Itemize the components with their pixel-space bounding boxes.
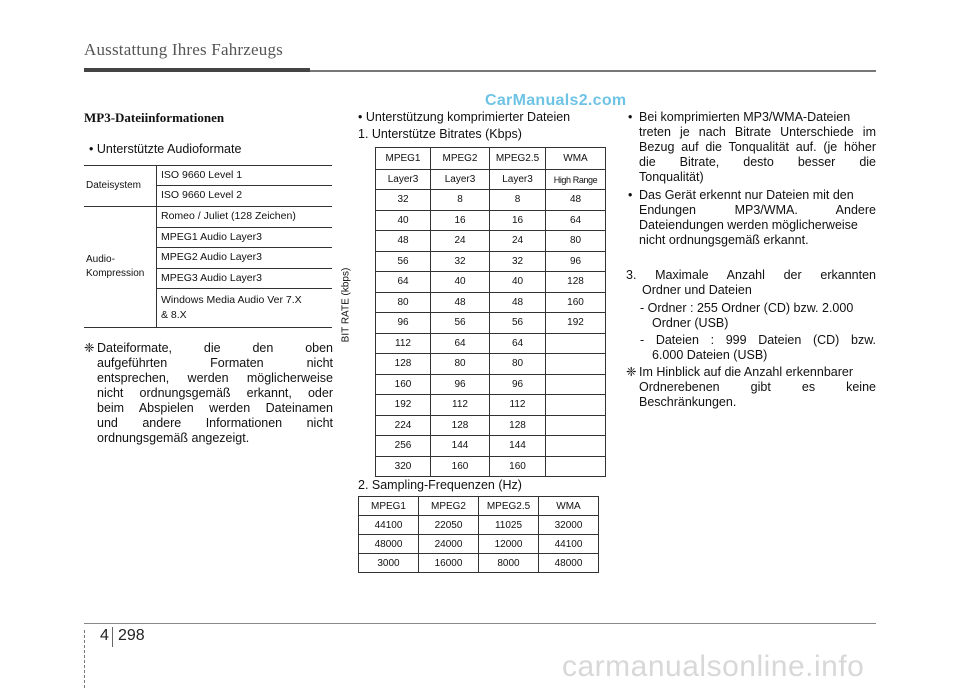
table-row bbox=[376, 210, 606, 231]
format-table-rule bbox=[156, 288, 332, 289]
text-line: nicht ordnungsgemäß erkannt. bbox=[639, 233, 809, 247]
format-table-bottom-rule bbox=[84, 327, 332, 328]
table-cell: 12000 bbox=[479, 535, 539, 554]
format-table-rule bbox=[156, 227, 332, 228]
table-cell: MPEG1 bbox=[359, 497, 419, 516]
note-line: entsprechen, werden möglicherweise bbox=[97, 371, 333, 385]
table-cell bbox=[546, 395, 606, 416]
table-cell bbox=[546, 415, 606, 436]
format-table-divider bbox=[156, 165, 157, 327]
table-cell: 40 bbox=[376, 210, 431, 231]
text-line: Endungen MP3/WMA. Andere bbox=[639, 203, 876, 217]
table-cell: 112 bbox=[376, 333, 431, 354]
table-cell: 40 bbox=[490, 272, 546, 293]
format-item: & 8.X bbox=[161, 309, 187, 321]
format-group-label: Kompression bbox=[86, 268, 145, 279]
table-cell: WMA bbox=[539, 497, 599, 516]
bullet-formats bbox=[89, 142, 241, 157]
table-header-row bbox=[376, 148, 606, 170]
table-cell: 80 bbox=[431, 354, 490, 375]
format-group-label: Dateisystem bbox=[86, 180, 142, 191]
table-cell: 128 bbox=[546, 272, 606, 293]
bullet-dot: • bbox=[628, 188, 633, 202]
note-line: und andere Informationen nicht bbox=[97, 416, 333, 430]
table-cell: 80 bbox=[376, 292, 431, 313]
table-cell: 128 bbox=[376, 354, 431, 375]
table-row bbox=[376, 333, 606, 354]
note-line: Im Hinblick auf die Anzahl erkennbarer bbox=[639, 365, 854, 379]
table-cell: 112 bbox=[490, 395, 546, 416]
table-cell: 3000 bbox=[359, 554, 419, 573]
table-cell: MPEG2 bbox=[431, 148, 490, 170]
table-cell: 160 bbox=[490, 456, 546, 477]
bullet-dot: • bbox=[628, 110, 633, 124]
table-cell: 80 bbox=[490, 354, 546, 375]
note-line: Dateiformate, die den oben bbox=[97, 341, 333, 355]
table-cell: 32000 bbox=[539, 516, 599, 535]
format-table-rule bbox=[156, 247, 332, 248]
table-row bbox=[376, 456, 606, 477]
format-item: Romeo / Juliet (128 Zeichen) bbox=[161, 210, 296, 222]
table-cell: 16 bbox=[431, 210, 490, 231]
table-cell: 256 bbox=[376, 436, 431, 457]
table-cell: 160 bbox=[431, 456, 490, 477]
format-item: MPEG3 Audio Layer3 bbox=[161, 272, 262, 284]
table-header-row bbox=[376, 170, 606, 190]
table-cell: 128 bbox=[431, 415, 490, 436]
table-cell: MPEG2 bbox=[419, 497, 479, 516]
note-symbol: ❈ bbox=[84, 341, 95, 355]
text-line: Bei komprimierten MP3/WMA-Dateien bbox=[639, 110, 851, 124]
table-cell: 144 bbox=[490, 436, 546, 457]
text-line: Tonqualität) bbox=[639, 170, 704, 184]
table-cell: Layer3 bbox=[490, 170, 546, 190]
note-line: beim Abspielen werden Dateinamen bbox=[97, 401, 333, 415]
table-cell: 56 bbox=[431, 313, 490, 334]
format-item: MPEG2 Audio Layer3 bbox=[161, 251, 262, 263]
table-row bbox=[376, 292, 606, 313]
table-cell: 48 bbox=[546, 190, 606, 211]
table-row bbox=[376, 374, 606, 395]
table-cell bbox=[546, 436, 606, 457]
page-number: 298 bbox=[118, 627, 145, 644]
table-cell: 16000 bbox=[419, 554, 479, 573]
table-row bbox=[359, 516, 599, 535]
table-row bbox=[376, 354, 606, 375]
table-cell: 8000 bbox=[479, 554, 539, 573]
table-cell: 48000 bbox=[359, 535, 419, 554]
section-heading: 3. Maximale Anzahl der erkannten bbox=[626, 268, 876, 282]
text-line: 6.000 Dateien (USB) bbox=[652, 348, 768, 362]
section-title: MP3-Dateiinformationen bbox=[84, 110, 225, 125]
table-cell bbox=[546, 374, 606, 395]
bitrate-table bbox=[375, 147, 606, 477]
table-cell: 96 bbox=[431, 374, 490, 395]
format-item: Windows Media Audio Ver 7.X bbox=[161, 294, 302, 306]
page-number-separator bbox=[112, 627, 113, 647]
table-cell: 8 bbox=[431, 190, 490, 211]
table-cell: 64 bbox=[376, 272, 431, 293]
table-row bbox=[376, 231, 606, 252]
section-heading: Ordner und Dateien bbox=[642, 283, 752, 297]
table-cell: MPEG2.5 bbox=[479, 497, 539, 516]
table-cell: High Range bbox=[546, 170, 606, 190]
note-line: Beschränkungen. bbox=[639, 395, 737, 409]
table-cell: 24 bbox=[431, 231, 490, 252]
format-table-top-rule bbox=[84, 165, 332, 166]
table-cell: 96 bbox=[490, 374, 546, 395]
table-cell: 56 bbox=[490, 313, 546, 334]
table-cell: 320 bbox=[376, 456, 431, 477]
format-table-rule bbox=[156, 185, 332, 186]
watermark-top[interactable]: CarManuals2.com bbox=[485, 92, 627, 109]
table-cell: 11025 bbox=[479, 516, 539, 535]
table-cell: 64 bbox=[490, 333, 546, 354]
table-cell: 16 bbox=[490, 210, 546, 231]
format-item: ISO 9660 Level 1 bbox=[161, 169, 243, 181]
note-line: ordnungsgemäß angezeigt. bbox=[97, 431, 250, 445]
text-line: Das Gerät erkennt nur Dateien mit den bbox=[639, 188, 854, 202]
page-header-title: Ausstattung Ihres Fahrzeugs bbox=[84, 40, 283, 59]
note-symbol: ❈ bbox=[626, 365, 637, 379]
table-cell: WMA bbox=[546, 148, 606, 170]
bullet-compressed-text: Unterstützung komprimierter Dateien bbox=[365, 110, 571, 124]
chapter-number: 4 bbox=[100, 627, 109, 644]
header-rule-thin bbox=[310, 70, 876, 72]
sampling-table bbox=[358, 496, 599, 573]
table-cell: 32 bbox=[490, 251, 546, 272]
sampling-title: 2. Sampling-Frequenzen (Hz) bbox=[358, 478, 522, 492]
table-row bbox=[376, 395, 606, 416]
bullet-formats-text: Unterstützte Audioformate bbox=[96, 142, 242, 156]
format-table-rule bbox=[84, 206, 332, 207]
table-header-row bbox=[359, 497, 599, 516]
table-cell: 192 bbox=[546, 313, 606, 334]
table-cell: 32 bbox=[376, 190, 431, 211]
table-cell: 48 bbox=[490, 292, 546, 313]
header-rule-thick bbox=[84, 68, 310, 72]
table-cell bbox=[546, 354, 606, 375]
table-cell: 56 bbox=[376, 251, 431, 272]
table-cell: 40 bbox=[431, 272, 490, 293]
table-cell bbox=[546, 456, 606, 477]
bitrate-axis-label: BIT RATE (kbps) bbox=[340, 267, 352, 343]
table-cell: 96 bbox=[376, 313, 431, 334]
format-item: MPEG1 Audio Layer3 bbox=[161, 231, 262, 243]
table-cell: 64 bbox=[431, 333, 490, 354]
text-line: Ordner (USB) bbox=[652, 316, 729, 330]
table-cell: 144 bbox=[431, 436, 490, 457]
table-row bbox=[359, 535, 599, 554]
footer-dashed-line bbox=[84, 630, 86, 688]
table-cell: 8 bbox=[490, 190, 546, 211]
table-cell: 160 bbox=[376, 374, 431, 395]
format-table-rule bbox=[156, 268, 332, 269]
table-cell: 80 bbox=[546, 231, 606, 252]
bullet-compressed bbox=[358, 110, 570, 125]
table-row bbox=[376, 272, 606, 293]
note-line: aufgeführten Formaten nicht bbox=[97, 356, 333, 370]
table-cell: 64 bbox=[546, 210, 606, 231]
text-line: Dateiendungen werden möglicherweise bbox=[639, 218, 858, 232]
table-cell: 224 bbox=[376, 415, 431, 436]
text-line: treten je nach Bitrate Unterschiede im bbox=[639, 125, 876, 139]
table-cell: 160 bbox=[546, 292, 606, 313]
table-row bbox=[376, 313, 606, 334]
note-line: Ordnerebenen gibt es keine bbox=[639, 380, 876, 394]
table-row bbox=[376, 251, 606, 272]
table-cell: 24 bbox=[490, 231, 546, 252]
table-cell: 22050 bbox=[419, 516, 479, 535]
table-cell: 44100 bbox=[359, 516, 419, 535]
bullet-dot: • bbox=[358, 110, 363, 124]
table-row bbox=[376, 190, 606, 211]
table-cell: 48 bbox=[431, 292, 490, 313]
text-line: - Ordner : 255 Ordner (CD) bzw. 2.000 bbox=[640, 301, 854, 315]
table-row bbox=[359, 554, 599, 573]
format-group-label: Audio- bbox=[86, 254, 115, 265]
text-line: - Dateien : 999 Dateien (CD) bzw. bbox=[640, 333, 876, 347]
table-cell: 48 bbox=[376, 231, 431, 252]
note-line: nicht ordnungsgemäß erkannt, oder bbox=[97, 386, 333, 400]
bullet-dot: • bbox=[89, 142, 94, 156]
footer-rule bbox=[84, 623, 876, 624]
table-row bbox=[376, 415, 606, 436]
table-cell: 192 bbox=[376, 395, 431, 416]
format-item: ISO 9660 Level 2 bbox=[161, 189, 243, 201]
table-cell: 24000 bbox=[419, 535, 479, 554]
bitrates-title: 1. Unterstütze Bitrates (Kbps) bbox=[358, 127, 522, 141]
table-cell: 112 bbox=[431, 395, 490, 416]
table-row bbox=[376, 436, 606, 457]
watermark-bottom[interactable]: carmanualsonline.info bbox=[562, 650, 865, 683]
table-cell bbox=[546, 333, 606, 354]
table-cell: Layer3 bbox=[376, 170, 431, 190]
table-cell: 32 bbox=[431, 251, 490, 272]
text-line: Bezug auf die Tonqualität auf. (je höher bbox=[639, 140, 876, 154]
table-cell: MPEG2.5 bbox=[490, 148, 546, 170]
table-cell: 44100 bbox=[539, 535, 599, 554]
table-cell: MPEG1 bbox=[376, 148, 431, 170]
table-cell: 48000 bbox=[539, 554, 599, 573]
table-cell: Layer3 bbox=[431, 170, 490, 190]
table-cell: 128 bbox=[490, 415, 546, 436]
text-line: die Bitrate, desto besser die bbox=[639, 155, 876, 169]
table-cell: 96 bbox=[546, 251, 606, 272]
